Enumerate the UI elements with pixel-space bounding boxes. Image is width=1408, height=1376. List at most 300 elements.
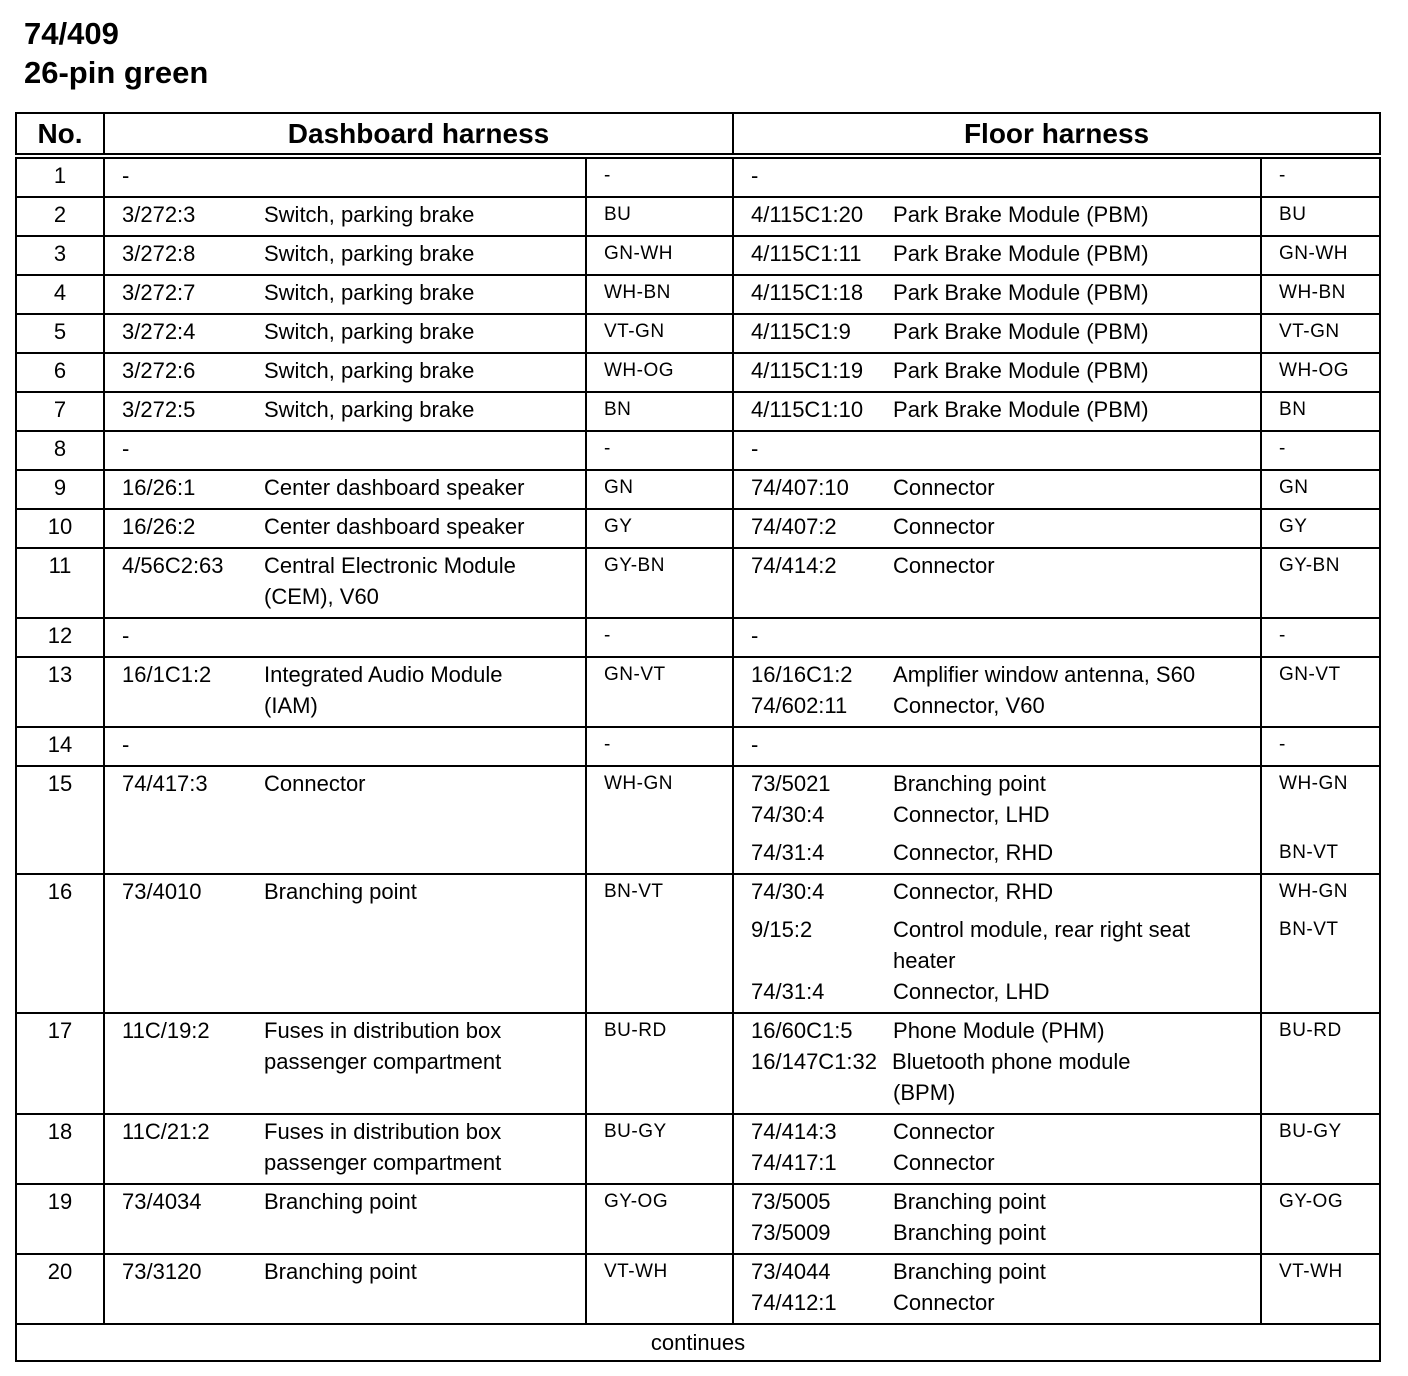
floor-wire-color xyxy=(1261,197,1380,236)
footer-row xyxy=(16,1324,1380,1361)
floor-wire-color xyxy=(1261,392,1380,431)
floor-description: Connector, V60 xyxy=(893,693,1045,718)
floor-wire-color xyxy=(1261,618,1380,657)
floor-description: Control module, rear right seat xyxy=(893,917,1191,942)
dashboard-code xyxy=(122,581,264,612)
dashboard-wire-color: GN xyxy=(586,470,733,509)
dashboard-connection xyxy=(104,470,586,509)
floor-wire-color xyxy=(1261,236,1380,275)
floor-line xyxy=(751,1077,1260,1108)
table-row xyxy=(16,548,1380,618)
floor-line xyxy=(751,1046,1260,1077)
floor-connection xyxy=(733,470,1261,509)
table-row xyxy=(16,509,1380,548)
floor-color-line: BN-VT xyxy=(1279,919,1339,940)
floor-wire-color xyxy=(1261,657,1380,727)
floor-color-line: GN-WH xyxy=(1279,243,1348,264)
floor-connection xyxy=(733,874,1261,1013)
floor-line xyxy=(751,472,1260,503)
dashboard-code: - xyxy=(122,732,130,757)
table-row xyxy=(16,353,1380,392)
dashboard-description: Integrated Audio Module xyxy=(264,662,503,687)
floor-connection xyxy=(733,766,1261,874)
floor-code: 73/4044 xyxy=(751,1259,831,1284)
dashboard-description xyxy=(264,160,585,191)
dashboard-description: Switch, parking brake xyxy=(264,358,475,383)
floor-line xyxy=(751,433,1260,464)
floor-color-line: WH-OG xyxy=(1279,360,1350,381)
floor-wire-color xyxy=(1261,1254,1380,1324)
floor-color-line xyxy=(1279,799,1379,830)
floor-color-line: GY xyxy=(1279,516,1308,537)
header-floor-harness: Floor harness xyxy=(733,113,1380,156)
floor-wire-color xyxy=(1261,1114,1380,1184)
dashboard-description: Switch, parking brake xyxy=(264,319,475,344)
floor-line xyxy=(751,976,1260,1007)
dashboard-line xyxy=(122,690,585,721)
dashboard-connection xyxy=(104,314,586,353)
floor-wire-color xyxy=(1261,275,1380,314)
floor-connection xyxy=(733,1013,1261,1114)
floor-description xyxy=(893,620,1260,651)
floor-connection xyxy=(733,236,1261,275)
floor-wire-color xyxy=(1261,353,1380,392)
pin-number: 16 xyxy=(16,874,104,1013)
dashboard-code: - xyxy=(122,163,130,188)
floor-code: - xyxy=(751,436,759,461)
table-row xyxy=(16,1114,1380,1184)
pin-number: 7 xyxy=(16,392,104,431)
pin-number: 3 xyxy=(16,236,104,275)
dashboard-connection xyxy=(104,275,586,314)
floor-line xyxy=(751,799,1260,830)
pin-number: 15 xyxy=(16,766,104,874)
floor-line xyxy=(751,876,1260,907)
floor-code: - xyxy=(751,623,759,648)
floor-description: heater xyxy=(893,948,956,973)
floor-connection xyxy=(733,197,1261,236)
dashboard-description: Branching point xyxy=(264,1189,417,1214)
floor-color-line: BN-VT xyxy=(1279,842,1339,863)
floor-connection xyxy=(733,1114,1261,1184)
floor-code: 73/5005 xyxy=(751,1189,831,1214)
header-no: No. xyxy=(16,113,104,156)
floor-code: 74/417:1 xyxy=(751,1150,837,1175)
dashboard-line xyxy=(122,160,585,191)
floor-line xyxy=(751,355,1260,386)
floor-line xyxy=(751,394,1260,425)
dashboard-wire-color: GY-BN xyxy=(586,548,733,618)
dashboard-line xyxy=(122,238,585,269)
floor-description xyxy=(893,433,1260,464)
floor-code: 74/407:10 xyxy=(751,475,849,500)
floor-code: 16/60C1:5 xyxy=(751,1018,853,1043)
floor-line xyxy=(751,729,1260,760)
dashboard-description: Switch, parking brake xyxy=(264,397,475,422)
floor-line xyxy=(751,690,1260,721)
table-row xyxy=(16,727,1380,766)
floor-code: 74/407:2 xyxy=(751,514,837,539)
floor-wire-color xyxy=(1261,470,1380,509)
floor-line xyxy=(751,160,1260,191)
dashboard-connection xyxy=(104,766,586,874)
floor-description: Connector xyxy=(893,553,995,578)
floor-line xyxy=(751,316,1260,347)
dashboard-code: 3/272:8 xyxy=(122,241,196,266)
floor-description xyxy=(893,160,1260,191)
pin-number: 4 xyxy=(16,275,104,314)
table-row xyxy=(16,197,1380,236)
floor-description: Park Brake Module (PBM) xyxy=(893,202,1149,227)
floor-color-line: WH-BN xyxy=(1279,282,1346,303)
dashboard-line xyxy=(122,511,585,542)
pin-number: 5 xyxy=(16,314,104,353)
floor-connection xyxy=(733,657,1261,727)
pin-number: 10 xyxy=(16,509,104,548)
floor-code: 74/414:2 xyxy=(751,553,837,578)
table-row xyxy=(16,874,1380,1013)
dashboard-line xyxy=(122,768,585,799)
dashboard-description xyxy=(264,729,585,760)
floor-code: 74/31:4 xyxy=(751,840,825,865)
dashboard-wire-color: - xyxy=(586,156,733,197)
floor-description: Bluetooth phone module xyxy=(892,1049,1131,1074)
floor-line xyxy=(751,1147,1260,1178)
floor-code xyxy=(751,1077,893,1108)
dashboard-description: (IAM) xyxy=(264,693,318,718)
floor-color-line: WH-GN xyxy=(1279,881,1348,902)
floor-code: 16/147C1:32 xyxy=(751,1049,878,1074)
dashboard-line xyxy=(122,1116,585,1147)
table-row xyxy=(16,1254,1380,1324)
table-row xyxy=(16,236,1380,275)
floor-description: Park Brake Module (PBM) xyxy=(893,280,1149,305)
dashboard-code: - xyxy=(122,623,130,648)
pin-number: 13 xyxy=(16,657,104,727)
dashboard-code: 73/4034 xyxy=(122,1189,202,1214)
pin-number: 8 xyxy=(16,431,104,470)
table-row xyxy=(16,392,1380,431)
dashboard-description: Connector xyxy=(264,771,366,796)
floor-color-line: BU-RD xyxy=(1279,1020,1342,1041)
dashboard-wire-color: VT-GN xyxy=(586,314,733,353)
dashboard-wire-color: BN-VT xyxy=(586,874,733,1013)
continues-note: continues xyxy=(16,1324,1380,1361)
floor-color-line: VT-WH xyxy=(1279,1261,1343,1282)
dashboard-line xyxy=(122,1147,585,1178)
dashboard-code: - xyxy=(122,436,130,461)
floor-line xyxy=(751,620,1260,651)
floor-connection xyxy=(733,431,1261,470)
dashboard-wire-color: - xyxy=(586,618,733,657)
floor-line xyxy=(751,1015,1260,1046)
floor-description: Connector xyxy=(893,514,995,539)
floor-description: Connector, LHD xyxy=(893,802,1050,827)
dashboard-description: passenger compartment xyxy=(264,1049,502,1074)
dashboard-code: 4/56C2:63 xyxy=(122,553,224,578)
dashboard-line xyxy=(122,659,585,690)
dashboard-wire-color: GY xyxy=(586,509,733,548)
floor-code: 9/15:2 xyxy=(751,917,813,942)
floor-wire-color xyxy=(1261,509,1380,548)
floor-code: 74/30:4 xyxy=(751,879,825,904)
floor-description: Connector xyxy=(893,1290,995,1315)
dashboard-description: Center dashboard speaker xyxy=(264,514,525,539)
dashboard-description xyxy=(264,433,585,464)
floor-line xyxy=(751,199,1260,230)
dashboard-connection xyxy=(104,874,586,1013)
dashboard-line xyxy=(122,581,585,612)
dashboard-code: 11C/21:2 xyxy=(122,1119,210,1144)
dashboard-description: Fuses in distribution box xyxy=(264,1119,502,1144)
floor-code: 16/16C1:2 xyxy=(751,662,853,687)
floor-description: Branching point xyxy=(893,771,1046,796)
dashboard-connection xyxy=(104,353,586,392)
dashboard-line xyxy=(122,394,585,425)
dashboard-description: (CEM), V60 xyxy=(264,584,379,609)
floor-description: Connector, RHD xyxy=(893,840,1054,865)
dashboard-code xyxy=(122,1046,264,1077)
dashboard-line xyxy=(122,1046,585,1077)
floor-description: Phone Module (PHM) xyxy=(893,1018,1105,1043)
dashboard-description: Branching point xyxy=(264,1259,417,1284)
floor-connection xyxy=(733,314,1261,353)
pin-number: 6 xyxy=(16,353,104,392)
floor-line xyxy=(751,914,1260,945)
floor-connection xyxy=(733,392,1261,431)
floor-color-line: - xyxy=(1279,165,1286,186)
floor-code: 4/115C1:10 xyxy=(751,397,864,422)
table-row xyxy=(16,1013,1380,1114)
floor-code: 73/5009 xyxy=(751,1220,831,1245)
floor-code: 74/30:4 xyxy=(751,802,825,827)
floor-description: Connector, LHD xyxy=(893,979,1050,1004)
floor-code xyxy=(751,945,893,976)
floor-wire-color xyxy=(1261,156,1380,197)
dashboard-wire-color: GN-VT xyxy=(586,657,733,727)
pin-number: 11 xyxy=(16,548,104,618)
dashboard-connection xyxy=(104,1184,586,1254)
pin-number: 1 xyxy=(16,156,104,197)
dashboard-description: Switch, parking brake xyxy=(264,280,475,305)
dashboard-code: 3/272:4 xyxy=(122,319,196,344)
table-row xyxy=(16,314,1380,353)
floor-connection xyxy=(733,1254,1261,1324)
dashboard-code xyxy=(122,1147,264,1178)
dashboard-wire-color: - xyxy=(586,431,733,470)
pin-number: 20 xyxy=(16,1254,104,1324)
dashboard-wire-color: WH-OG xyxy=(586,353,733,392)
floor-description: Branching point xyxy=(893,1189,1046,1214)
floor-code: - xyxy=(751,732,759,757)
floor-color-line: BN xyxy=(1279,399,1307,420)
floor-color-line: GY-OG xyxy=(1279,1191,1344,1212)
dashboard-code: 16/26:1 xyxy=(122,475,196,500)
floor-description: Park Brake Module (PBM) xyxy=(893,358,1149,383)
table-row xyxy=(16,618,1380,657)
floor-code: 4/115C1:20 xyxy=(751,202,864,227)
floor-color-line: - xyxy=(1279,625,1286,646)
dashboard-description: Switch, parking brake xyxy=(264,241,475,266)
dashboard-connection xyxy=(104,1013,586,1114)
floor-connection xyxy=(733,275,1261,314)
floor-color-line: - xyxy=(1279,438,1286,459)
floor-code: 4/115C1:19 xyxy=(751,358,864,383)
floor-line xyxy=(751,1256,1260,1287)
pin-number: 2 xyxy=(16,197,104,236)
dashboard-description: Central Electronic Module xyxy=(264,553,516,578)
floor-connection xyxy=(733,618,1261,657)
table-row xyxy=(16,766,1380,874)
floor-description: Connector, RHD xyxy=(893,879,1054,904)
floor-description: (BPM) xyxy=(893,1080,956,1105)
dashboard-connection xyxy=(104,431,586,470)
dashboard-line xyxy=(122,1186,585,1217)
dashboard-code xyxy=(122,690,264,721)
dashboard-line xyxy=(122,277,585,308)
floor-color-line: VT-GN xyxy=(1279,321,1340,342)
floor-color-line: GN-VT xyxy=(1279,664,1341,685)
floor-code: 4/115C1:18 xyxy=(751,280,864,305)
dashboard-code: 3/272:6 xyxy=(122,358,196,383)
dashboard-line xyxy=(122,876,585,907)
floor-description: Branching point xyxy=(893,1259,1046,1284)
floor-wire-color xyxy=(1261,1184,1380,1254)
dashboard-code: 73/3120 xyxy=(122,1259,202,1284)
floor-line xyxy=(751,1217,1260,1248)
connector-id: 74/409 xyxy=(24,16,119,51)
dashboard-code: 16/26:2 xyxy=(122,514,196,539)
dashboard-code: 74/417:3 xyxy=(122,771,208,796)
dashboard-connection xyxy=(104,509,586,548)
dashboard-wire-color: VT-WH xyxy=(586,1254,733,1324)
pin-number: 9 xyxy=(16,470,104,509)
dashboard-line xyxy=(122,550,585,581)
floor-line xyxy=(751,659,1260,690)
dashboard-connection xyxy=(104,1254,586,1324)
dashboard-connection xyxy=(104,657,586,727)
dashboard-line xyxy=(122,433,585,464)
floor-line xyxy=(751,277,1260,308)
table-body xyxy=(16,156,1380,1324)
floor-line xyxy=(751,550,1260,581)
dashboard-wire-color: GY-OG xyxy=(586,1184,733,1254)
dashboard-connection xyxy=(104,236,586,275)
header-dashboard-harness: Dashboard harness xyxy=(104,113,733,156)
dashboard-description: Switch, parking brake xyxy=(264,202,475,227)
floor-description: Connector xyxy=(893,1150,995,1175)
dashboard-wire-color: GN-WH xyxy=(586,236,733,275)
table-row xyxy=(16,470,1380,509)
pin-number: 12 xyxy=(16,618,104,657)
dashboard-description: Fuses in distribution box xyxy=(264,1018,502,1043)
dashboard-line xyxy=(122,1256,585,1287)
dashboard-line xyxy=(122,1015,585,1046)
floor-description: Amplifier window antenna, S60 xyxy=(893,662,1196,687)
floor-color-line: GY-BN xyxy=(1279,555,1340,576)
pinout-table xyxy=(15,112,1381,1362)
dashboard-description: Branching point xyxy=(264,879,417,904)
dashboard-wire-color: BU xyxy=(586,197,733,236)
pin-number: 19 xyxy=(16,1184,104,1254)
table-row xyxy=(16,156,1380,197)
floor-code: - xyxy=(751,163,759,188)
dashboard-wire-color: WH-GN xyxy=(586,766,733,874)
pin-number: 14 xyxy=(16,727,104,766)
dashboard-connection xyxy=(104,1114,586,1184)
floor-code: 74/414:3 xyxy=(751,1119,837,1144)
floor-connection xyxy=(733,548,1261,618)
connector-description: 26-pin green xyxy=(24,55,209,90)
floor-wire-color xyxy=(1261,1013,1380,1114)
floor-color-line: - xyxy=(1279,734,1286,755)
floor-connection xyxy=(733,509,1261,548)
dashboard-connection xyxy=(104,727,586,766)
dashboard-line xyxy=(122,729,585,760)
table-row xyxy=(16,657,1380,727)
floor-line xyxy=(751,837,1260,868)
dashboard-wire-color: BN xyxy=(586,392,733,431)
floor-code: 74/412:1 xyxy=(751,1290,837,1315)
dashboard-description: passenger compartment xyxy=(264,1150,502,1175)
floor-connection xyxy=(733,353,1261,392)
dashboard-line xyxy=(122,199,585,230)
pin-number: 18 xyxy=(16,1114,104,1184)
floor-code: 4/115C1:11 xyxy=(751,241,862,266)
dashboard-description xyxy=(264,620,585,651)
dashboard-line xyxy=(122,472,585,503)
floor-line xyxy=(751,511,1260,542)
floor-wire-color xyxy=(1261,766,1380,874)
floor-description: Connector xyxy=(893,1119,995,1144)
floor-line xyxy=(751,1116,1260,1147)
floor-wire-color xyxy=(1261,874,1380,1013)
dashboard-code: 3/272:3 xyxy=(122,202,196,227)
dashboard-code: 3/272:5 xyxy=(122,397,196,422)
floor-line xyxy=(751,1287,1260,1318)
dashboard-wire-color: - xyxy=(586,727,733,766)
floor-wire-color xyxy=(1261,314,1380,353)
floor-color-line: BU-GY xyxy=(1279,1121,1342,1142)
floor-color-line: BU xyxy=(1279,204,1307,225)
floor-wire-color xyxy=(1261,548,1380,618)
floor-color-line: GN xyxy=(1279,477,1309,498)
dashboard-line xyxy=(122,620,585,651)
dashboard-connection xyxy=(104,618,586,657)
dashboard-line xyxy=(122,316,585,347)
floor-code: 73/5021 xyxy=(751,771,831,796)
floor-wire-color xyxy=(1261,431,1380,470)
dashboard-code: 3/272:7 xyxy=(122,280,196,305)
floor-connection xyxy=(733,727,1261,766)
header-row xyxy=(16,113,1380,156)
floor-code: 74/31:4 xyxy=(751,979,825,1004)
floor-connection xyxy=(733,156,1261,197)
table-row xyxy=(16,1184,1380,1254)
floor-code: 4/115C1:9 xyxy=(751,319,851,344)
floor-description: Park Brake Module (PBM) xyxy=(893,241,1149,266)
floor-line xyxy=(751,768,1260,799)
floor-description: Park Brake Module (PBM) xyxy=(893,397,1149,422)
dashboard-code: 73/4010 xyxy=(122,879,202,904)
floor-line xyxy=(751,238,1260,269)
dashboard-connection xyxy=(104,156,586,197)
dashboard-wire-color: WH-BN xyxy=(586,275,733,314)
dashboard-line xyxy=(122,355,585,386)
dashboard-connection xyxy=(104,197,586,236)
table-row xyxy=(16,275,1380,314)
floor-description: Connector xyxy=(893,475,995,500)
